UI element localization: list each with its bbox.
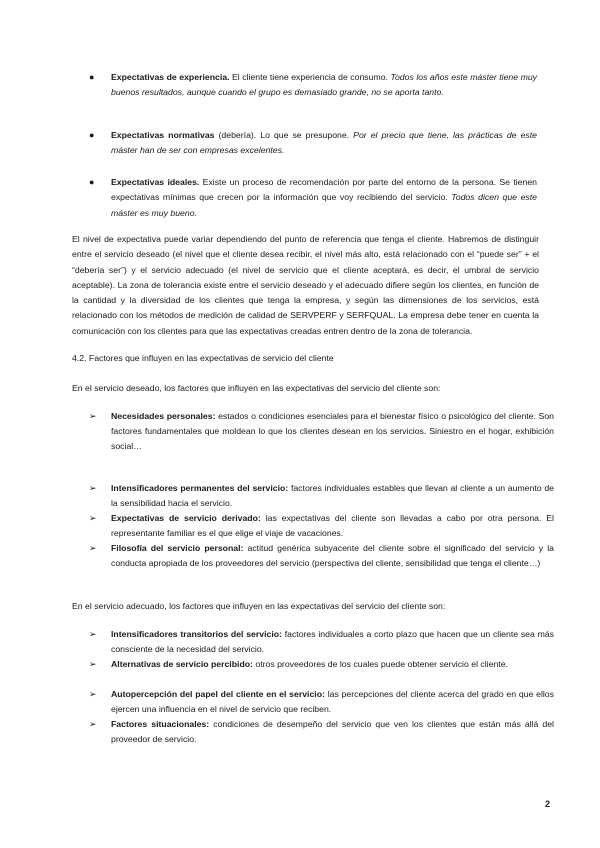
arrow-bullet-icon: ➢: [89, 543, 97, 553]
arrow-bullet-icon: ➢: [89, 513, 97, 523]
arrow-bullet-icon: ➢: [89, 719, 97, 729]
section-heading: 4.2. Factores que influyen en las expectativas de servicio del cliente: [72, 353, 334, 363]
arrow-bullet-icon: ➢: [89, 629, 97, 639]
desired-intro: En el servicio deseado, los factores que influyen en las expectativas del servicio del cliente son:: [72, 383, 441, 393]
arrow-bullet-icon: ➢: [89, 659, 97, 669]
arrow-bullet-icon: ➢: [89, 689, 97, 699]
item-label: Expectativas normativas: [111, 130, 215, 140]
item-label: Expectativas de experiencia.: [111, 72, 230, 82]
bullet-icon: ●: [89, 130, 95, 140]
arrow-bullet-icon: ➢: [89, 411, 97, 421]
item-label: Expectativas ideales.: [111, 177, 200, 187]
bullet-icon: ●: [89, 177, 95, 187]
page-number: 2: [544, 799, 550, 809]
expectation-level-paragraph: El nivel de expectativa puede variar dependiendo del punto de referencia que tenga el cliente. Habremos de distinguir entre el servicio deseado (el nivel que el cliente desea recibir, el nivel más alto, está relacionado con el “puede ser” + el “debería ser”) y el servicio adecuado (el nivel de servicio que el cliente aceptará, es decir, el umbral de servicio aceptable). La zona de tolerancia existe entre el servicio deseado y el adecuado difiere según los clientes, en función de la cantidad y la diversidad de los clientes que tenga la empresa, y según las dimensiones de los servicios, está relacionado con los métodos de medición de calidad de SERVPERF y SERFQUAL. La empresa debe tener en cuenta la comunicación con los clientes para que las expectativas creadas entren dentro de la zona de tolerancia.: [72, 234, 539, 336]
adequate-intro: En el servicio adecuado, los factores que influyen en las expectativas del servicio del cliente son:: [72, 601, 446, 611]
arrow-bullet-icon: ➢: [89, 483, 97, 493]
bullet-icon: ●: [89, 72, 95, 82]
